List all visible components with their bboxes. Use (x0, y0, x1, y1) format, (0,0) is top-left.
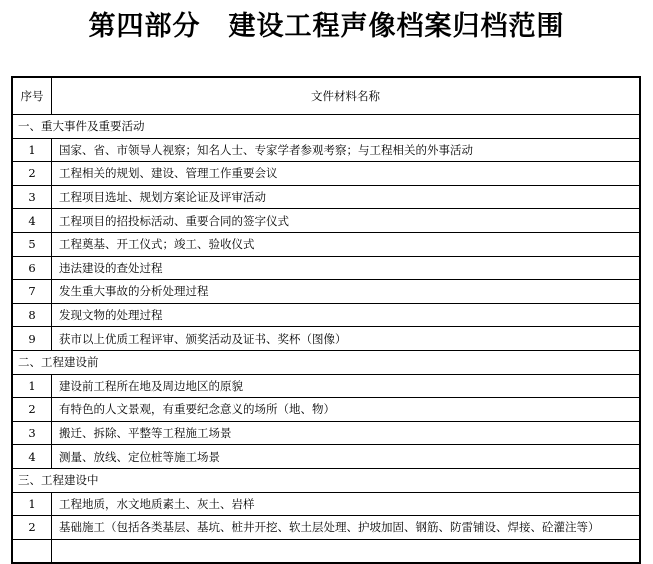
row-name: 发生重大事故的分析处理过程 (52, 280, 641, 304)
row-num: 1 (12, 374, 52, 398)
section-title: 二、工程建设前 (12, 350, 640, 374)
row-num: 9 (12, 327, 52, 351)
row-num: 1 (12, 492, 52, 516)
table-row (12, 421, 640, 445)
table-row (12, 256, 640, 280)
row-name: 工程奠基、开工仪式；竣工、验收仪式 (52, 232, 641, 256)
row-name: 获市以上优质工程评审、颁奖活动及证书、奖杯（图像） (52, 327, 641, 351)
row-name (52, 539, 641, 563)
table-row (12, 162, 640, 186)
row-num: 1 (12, 138, 52, 162)
section-title: 三、工程建设中 (12, 468, 640, 492)
row-num (12, 539, 52, 563)
table-row (12, 185, 640, 209)
table-header-row (12, 77, 640, 115)
row-num: 7 (12, 280, 52, 304)
row-num: 3 (12, 185, 52, 209)
row-name: 违法建设的查处过程 (52, 256, 641, 280)
table-row (12, 516, 640, 540)
page-title: 第四部分 建设工程声像档案归档范围 (88, 11, 565, 42)
row-name: 搬迁、拆除、平整等工程施工场景 (52, 421, 641, 445)
archive-scope-table (11, 76, 641, 564)
row-num: 2 (12, 398, 52, 422)
row-name: 工程项目选址、规划方案论证及评审活动 (52, 185, 641, 209)
table-row (12, 327, 640, 351)
table-row (12, 445, 640, 469)
row-name: 工程地质，水文地质素土、灰土、岩样 (52, 492, 641, 516)
table-row (12, 138, 640, 162)
table-row (12, 280, 640, 304)
row-name: 建设前工程所在地及周边地区的原貌 (52, 374, 641, 398)
table-row (12, 374, 640, 398)
row-num: 6 (12, 256, 52, 280)
row-name: 工程相关的规划、建设、管理工作重要会议 (52, 162, 641, 186)
table-row (12, 539, 640, 563)
row-num: 5 (12, 232, 52, 256)
row-name: 基础施工（包括各类基层、基坑、桩井开挖、软土层处理、护坡加固、钢筋、防雷铺设、焊接、砼灌注等） (52, 516, 641, 540)
row-name: 测量、放线、定位桩等施工场景 (52, 445, 641, 469)
row-num: 2 (12, 162, 52, 186)
table-row (12, 232, 640, 256)
section-row (12, 468, 640, 492)
row-name: 有特色的人文景观，有重要纪念意义的场所（地、物） (52, 398, 641, 422)
row-num: 4 (12, 445, 52, 469)
table-row (12, 398, 640, 422)
row-num: 2 (12, 516, 52, 540)
header-name: 文件材料名称 (52, 77, 641, 115)
row-num: 3 (12, 421, 52, 445)
header-num: 序号 (12, 77, 52, 115)
table-row (12, 492, 640, 516)
row-num: 8 (12, 303, 52, 327)
row-num: 4 (12, 209, 52, 233)
section-row (12, 115, 640, 139)
table-row (12, 303, 640, 327)
table-row (12, 209, 640, 233)
row-name: 国家、省、市领导人视察；知名人士、专家学者参观考察；与工程相关的外事活动 (52, 138, 641, 162)
section-row (12, 350, 640, 374)
row-name: 发现文物的处理过程 (52, 303, 641, 327)
section-title: 一、重大事件及重要活动 (12, 115, 640, 139)
row-name: 工程项目的招投标活动、重要合同的签字仪式 (52, 209, 641, 233)
